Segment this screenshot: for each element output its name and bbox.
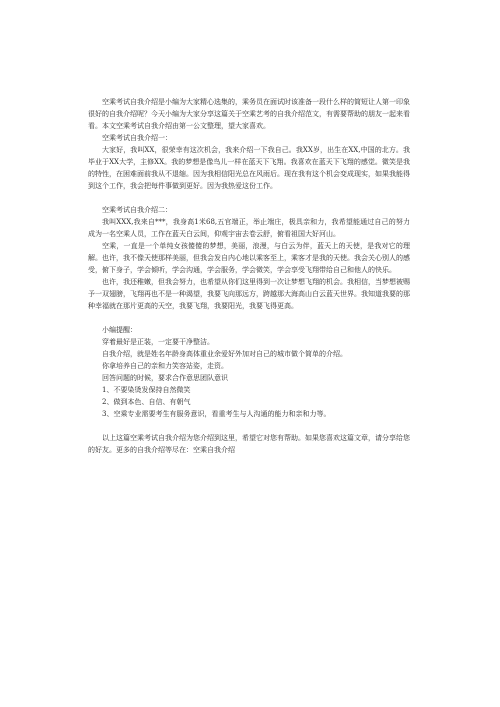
document-body: [88, 96, 410, 456]
section2-paragraph-1: 我叫XXX,我来自***，我身高1米68,五官端正，举止端庄，极具亲和力，我希望能通过自己的努力成为一名空乘人员，工作在蓝天白云间，仰观宇宙去卷云舒，俯看祖国大好河山。: [88, 218, 410, 238]
spacer: [88, 312, 410, 324]
tip-item: 3、空乘专业需要考生有服务意识，看重考生与人沟通的能力和亲和力等。: [102, 410, 331, 418]
section2-title: 空乘考试自我介绍二：: [102, 206, 172, 214]
tip-item: 穿着最好是正装，一定要干净整洁。: [102, 338, 214, 346]
tip-item: 你拿培养自己的亲和力笑容站姿，走资。: [102, 362, 228, 370]
intro-paragraph: 空乘考试自我介绍是小编为大家精心选集的，乘务员在面试时该准备一段什么样的简短让人第一印象很好的自我介绍呢？今天小编为大家分享这篇关于空乘艺考的自我介绍范文，有需要帮助的朋友一起来看看。本文空乘考试自我介绍由第一公文整理，望大家喜欢。: [88, 98, 410, 130]
spacer: [88, 192, 410, 204]
tip-item: 回答问题的时候，要求合作意思团队意识: [102, 374, 228, 382]
tips-title: 小编提醒：: [102, 326, 137, 334]
closing-paragraph: 以上这篇空乘考试自我介绍为您介绍到这里，希望它对您有帮助。如果您喜欢这篇文章，请分享给您的好友。更多的自我介绍等尽在：空乘自我介绍: [88, 434, 410, 454]
tip-item: 自我介绍，就是姓名年龄身高体重业余爱好外加对自己的城市做个简单的介绍。: [102, 350, 347, 358]
spacer: [88, 420, 410, 432]
tip-item: 2、做到本色、自信、有朝气: [102, 398, 191, 406]
tip-item: 1、不要染烫发保持自然微笑: [102, 386, 191, 394]
section2-paragraph-3: 也许，我还稚嫩，但我会努力，也希望从你们这里得到一次让梦想飞翔的机会。我相信，当梦想被赐予一双翅膀，飞翔再也不是一种渴望，我要飞向那远方，跨越那大海高山白云蓝天世界。我知道我要的那种幸福就在那片更高的天空，我要飞翔，我要阳光，我要飞得更高。: [88, 278, 410, 310]
section1-title: 空乘考试自我介绍一：: [102, 134, 172, 142]
section1-paragraph: 大家好，我叫XX，很荣幸有这次机会，我来介绍一下我自己。我XX岁，出生在XX,中国的北方。我毕业于XX大学，主修XX。我的梦想是像鸟儿一样在蓝天下飞翔。我喜欢在蓝天下飞翔的感觉。微笑是我的特性，在困难面前我从不退缩。因为我相信阳光总在风雨后。现在我有这个机会变成现实，如果我能得到这个工作，我会把每件事做到更好。因为我热爱这份工作。: [88, 146, 410, 190]
section2-paragraph-2: 空乘，一直是一个单纯女孩傻傻的梦想，美丽，浪漫，与白云为伴，蓝天上的天使，是我对它的理解。也许，我不像天使那样美丽，但我会发自内心地以乘客至上，乘客才是我的天使。我会关心别人的感受，俯下身子，学会倾听，学会沟通，学会服务，学会微笑，学会享受飞翔带给自己和他人的快乐。: [88, 242, 410, 274]
